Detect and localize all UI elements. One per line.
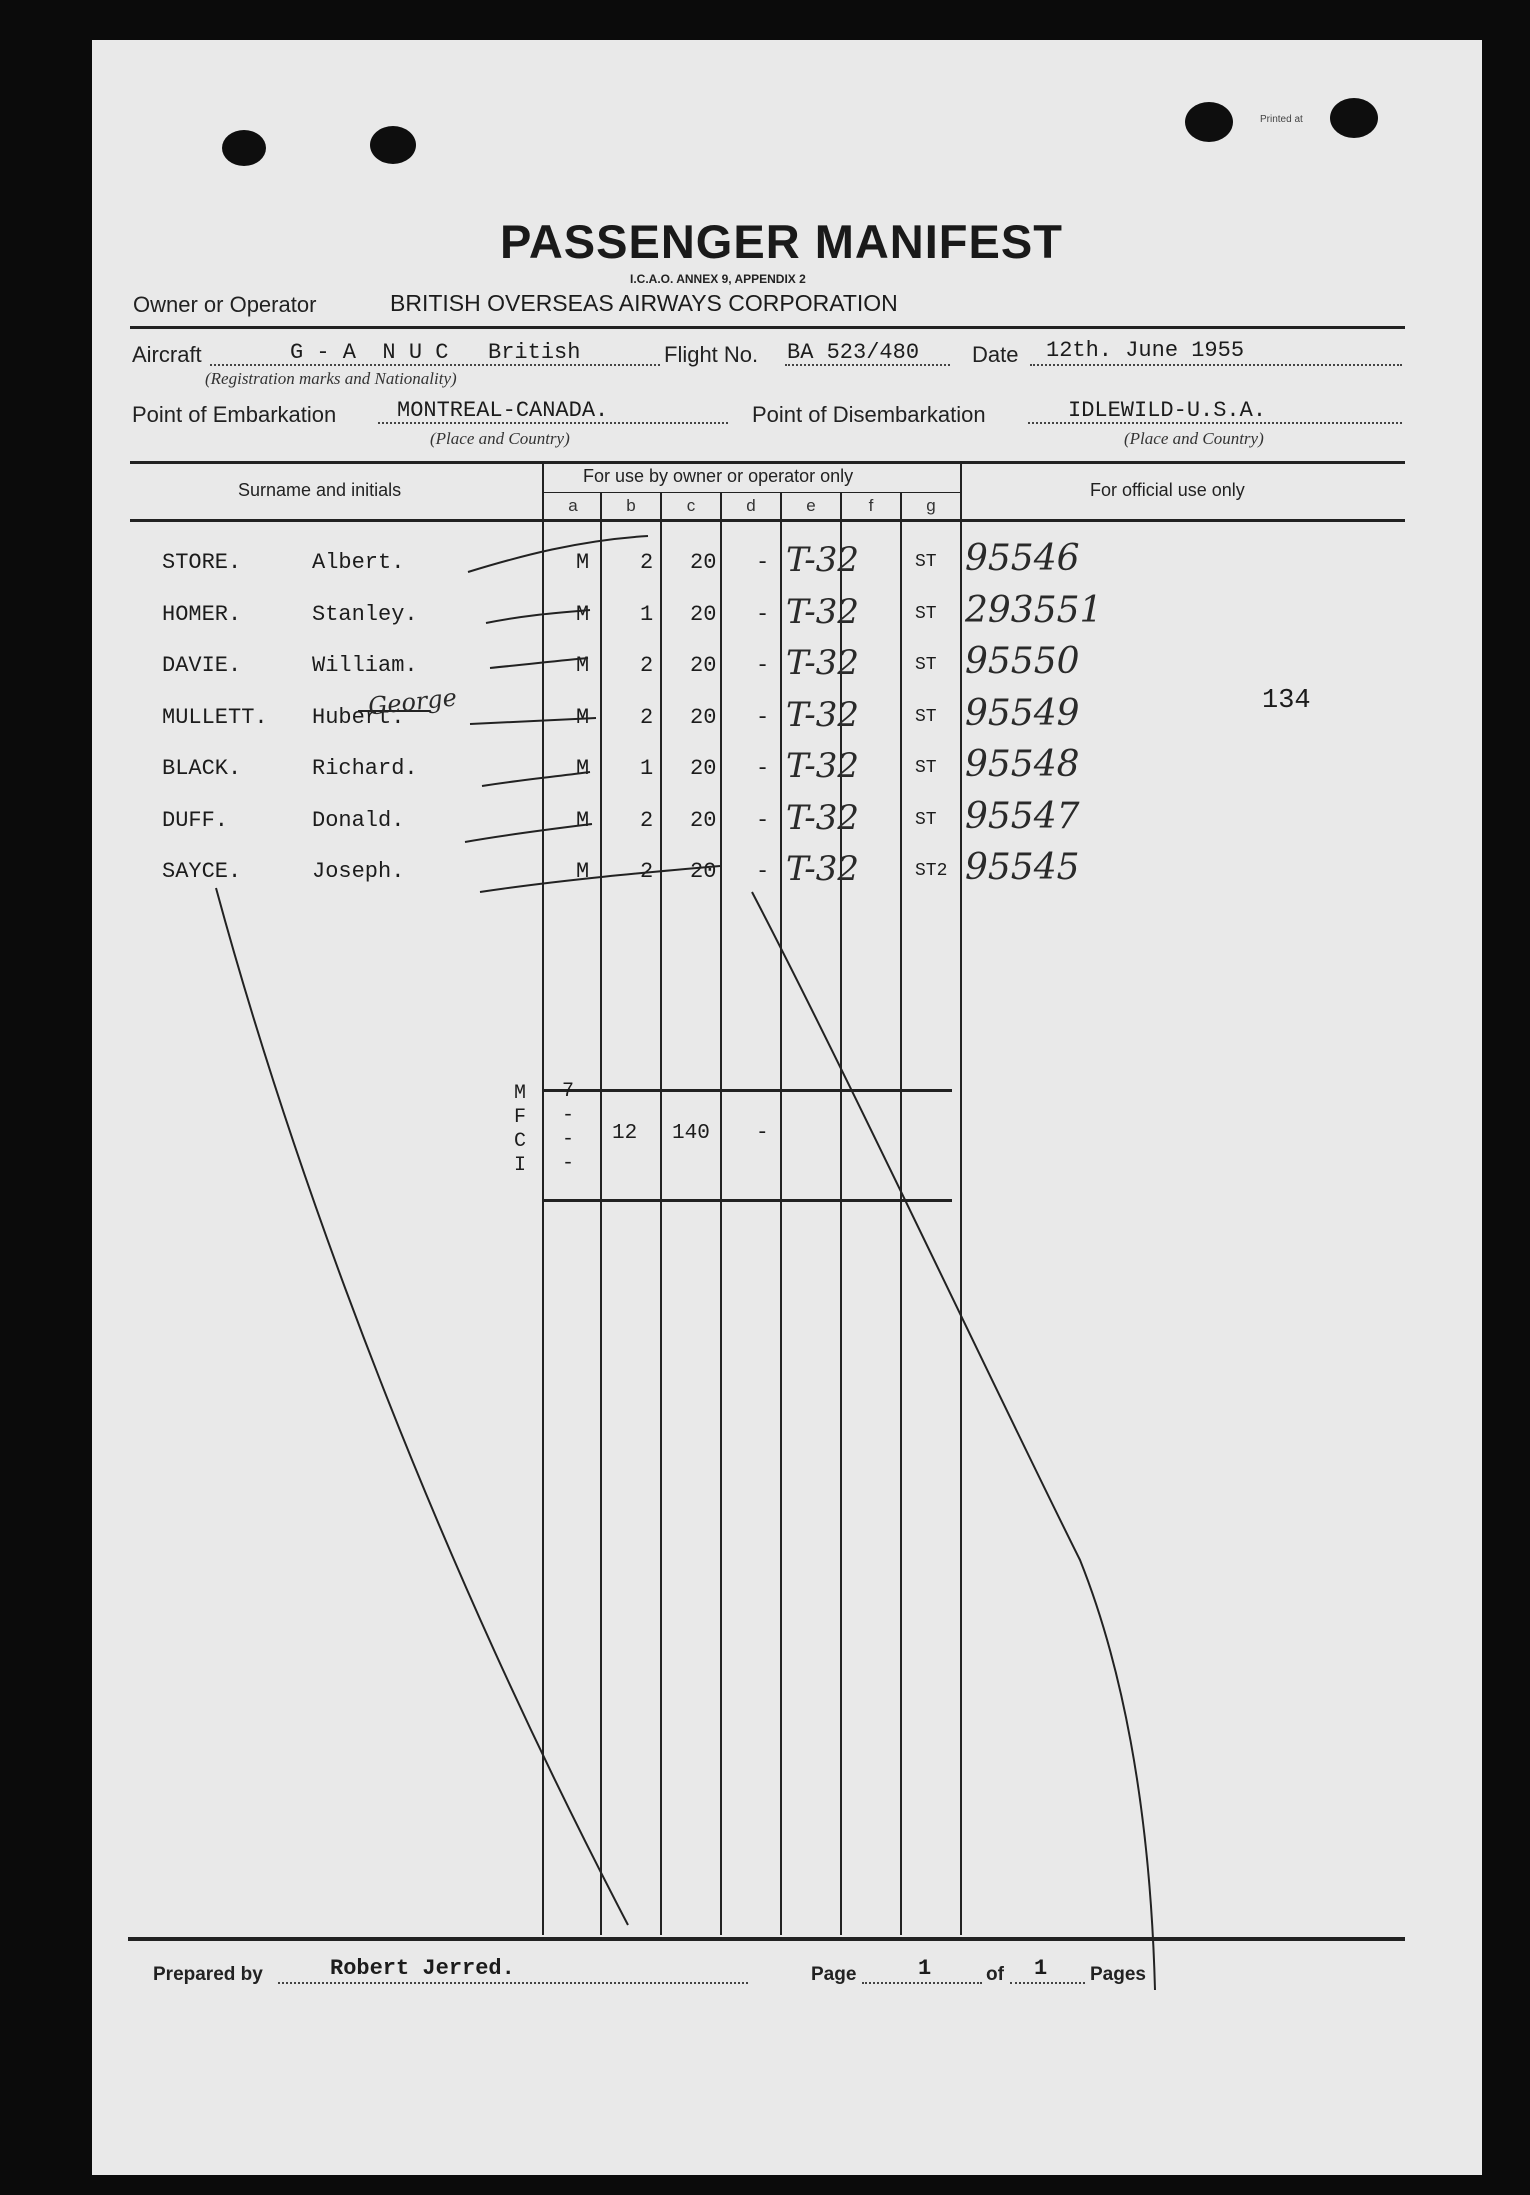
aircraft-note: (Registration marks and Nationality) bbox=[205, 369, 457, 388]
surname-cell: HOMER. bbox=[162, 602, 242, 627]
pages-value: 1 bbox=[1034, 1956, 1048, 1981]
column-header-a: a bbox=[568, 496, 578, 515]
first-name-cell: Joseph. bbox=[312, 859, 405, 884]
tick-stroke bbox=[490, 658, 588, 668]
embark-label: Point of Embarkation bbox=[132, 402, 337, 427]
ticket-number: 95548 bbox=[965, 744, 1080, 785]
cell-d: - bbox=[756, 705, 770, 730]
corner-stamp: Printed at bbox=[1260, 114, 1303, 125]
tick-stroke bbox=[486, 610, 590, 623]
page-title: PASSENGER MANIFEST bbox=[500, 215, 1063, 268]
cell-e: T-32 bbox=[786, 798, 860, 838]
cell-g: ST bbox=[915, 810, 937, 830]
tick-stroke bbox=[470, 718, 596, 724]
owner-value: BRITISH OVERSEAS AIRWAYS CORPORATION bbox=[390, 290, 898, 316]
flight-label: Flight No. bbox=[664, 342, 759, 367]
first-name-cell: Donald. bbox=[312, 808, 405, 833]
first-name-cell: Hubert. bbox=[312, 705, 405, 730]
cell-g: ST bbox=[915, 655, 937, 675]
surname-cell: DAVIE. bbox=[162, 653, 242, 678]
surname-cell: MULLETT. bbox=[162, 705, 268, 730]
prepared-value: Robert Jerred. bbox=[330, 1956, 515, 1981]
header-owner: For use by owner or operator only bbox=[583, 466, 854, 486]
cell-a: M bbox=[576, 756, 590, 781]
surname-cell: BLACK. bbox=[162, 756, 242, 781]
disembark-note: (Place and Country) bbox=[1124, 429, 1264, 448]
page-label: Page bbox=[811, 1964, 857, 1985]
tick-stroke bbox=[465, 824, 592, 842]
cell-a: M bbox=[576, 550, 590, 575]
page-value: 1 bbox=[918, 1956, 932, 1981]
cell-d: - bbox=[756, 756, 770, 781]
tick-stroke bbox=[482, 772, 590, 786]
first-name-cell: Albert. bbox=[312, 550, 405, 575]
date-value: 12th. June 1955 bbox=[1046, 338, 1245, 363]
cancel-line bbox=[216, 888, 628, 1925]
surname-cell: STORE. bbox=[162, 550, 242, 575]
tick-stroke bbox=[468, 536, 648, 572]
correction-note: George bbox=[366, 683, 459, 721]
cancel-line bbox=[752, 892, 1155, 1990]
totals-a-c: - bbox=[562, 1128, 575, 1151]
column-header-e: e bbox=[806, 496, 816, 515]
cell-g: ST bbox=[915, 552, 937, 572]
cell-d: - bbox=[756, 859, 770, 884]
cell-a: M bbox=[576, 808, 590, 833]
date-label: Date bbox=[972, 342, 1019, 367]
ticket-number: 95546 bbox=[965, 538, 1080, 579]
totals-a-m: 7 bbox=[562, 1080, 575, 1103]
totals-c: 140 bbox=[672, 1122, 710, 1145]
cell-c: 20 bbox=[690, 756, 717, 781]
totals-a-f: - bbox=[562, 1104, 575, 1127]
ticket-number: 95547 bbox=[965, 796, 1080, 837]
cell-b: 2 bbox=[640, 653, 654, 678]
cell-b: 1 bbox=[640, 602, 654, 627]
prepared-label: Prepared by bbox=[153, 1964, 263, 1985]
cell-d: - bbox=[756, 602, 770, 627]
surname-cell: SAYCE. bbox=[162, 859, 242, 884]
ticket-number: 95550 bbox=[965, 641, 1080, 682]
cell-c: 20 bbox=[690, 808, 717, 833]
cell-b: 2 bbox=[640, 859, 654, 884]
cell-a: M bbox=[576, 705, 590, 730]
column-header-c: c bbox=[686, 496, 696, 515]
cell-g: ST2 bbox=[915, 861, 948, 881]
totals-d: - bbox=[756, 1122, 769, 1145]
header-official: For official use only bbox=[1090, 480, 1245, 500]
cell-d: - bbox=[756, 550, 770, 575]
ticket-number: 293551 bbox=[965, 590, 1103, 631]
cell-a: M bbox=[576, 602, 590, 627]
first-name-cell: Stanley. bbox=[312, 602, 418, 627]
totals-label-c: C bbox=[514, 1130, 527, 1153]
cell-d: - bbox=[756, 653, 770, 678]
cell-e: T-32 bbox=[786, 746, 860, 786]
of-label: of bbox=[986, 1964, 1004, 1985]
cell-g: ST bbox=[915, 604, 937, 624]
cell-c: 20 bbox=[690, 653, 717, 678]
pages-label: Pages bbox=[1090, 1964, 1146, 1985]
cell-b: 2 bbox=[640, 808, 654, 833]
column-header-d: d bbox=[746, 496, 756, 515]
totals-label-f: F bbox=[514, 1106, 527, 1129]
totals-label-i: I bbox=[514, 1154, 527, 1177]
cell-e: T-32 bbox=[786, 540, 860, 580]
totals-label-m: M bbox=[514, 1082, 527, 1105]
cell-b: 2 bbox=[640, 705, 654, 730]
tick-stroke bbox=[480, 866, 720, 892]
ticket-number: 95549 bbox=[965, 693, 1080, 734]
cell-d: - bbox=[756, 808, 770, 833]
cell-e: T-32 bbox=[786, 592, 860, 632]
page-subtitle: I.C.A.O. ANNEX 9, APPENDIX 2 bbox=[630, 272, 806, 286]
header-surname: Surname and initials bbox=[238, 480, 402, 500]
ticket-number: 95545 bbox=[965, 847, 1080, 888]
aircraft-label: Aircraft bbox=[132, 342, 202, 367]
column-header-g: g bbox=[926, 496, 936, 515]
cell-a: M bbox=[576, 859, 590, 884]
official-note: 134 bbox=[1262, 686, 1311, 716]
cell-b: 2 bbox=[640, 550, 654, 575]
disembark-value: IDLEWILD-U.S.A. bbox=[1068, 398, 1267, 423]
cell-e: T-32 bbox=[786, 695, 860, 735]
cell-c: 20 bbox=[690, 550, 717, 575]
embark-value: MONTREAL-CANADA. bbox=[397, 398, 609, 423]
surname-cell: DUFF. bbox=[162, 808, 229, 833]
totals-a-i: - bbox=[562, 1152, 575, 1175]
cell-e: T-32 bbox=[786, 643, 860, 683]
column-header-f: f bbox=[868, 496, 874, 515]
first-name-cell: William. bbox=[312, 653, 418, 678]
cell-c: 20 bbox=[690, 705, 717, 730]
cell-g: ST bbox=[915, 707, 937, 727]
column-header-b: b bbox=[626, 496, 636, 515]
cell-g: ST bbox=[915, 758, 937, 778]
totals-b: 12 bbox=[612, 1122, 638, 1145]
first-name-cell: Richard. bbox=[312, 756, 418, 781]
flight-value: BA 523/480 bbox=[787, 340, 920, 365]
cell-e: T-32 bbox=[786, 849, 860, 889]
cell-b: 1 bbox=[640, 756, 654, 781]
cell-c: 20 bbox=[690, 602, 717, 627]
disembark-label: Point of Disembarkation bbox=[752, 402, 986, 427]
cell-a: M bbox=[576, 653, 590, 678]
cell-c: 20 bbox=[690, 859, 717, 884]
aircraft-value: G - A N U C British bbox=[290, 340, 581, 365]
owner-label: Owner or Operator bbox=[133, 292, 317, 317]
embark-note: (Place and Country) bbox=[430, 429, 570, 448]
